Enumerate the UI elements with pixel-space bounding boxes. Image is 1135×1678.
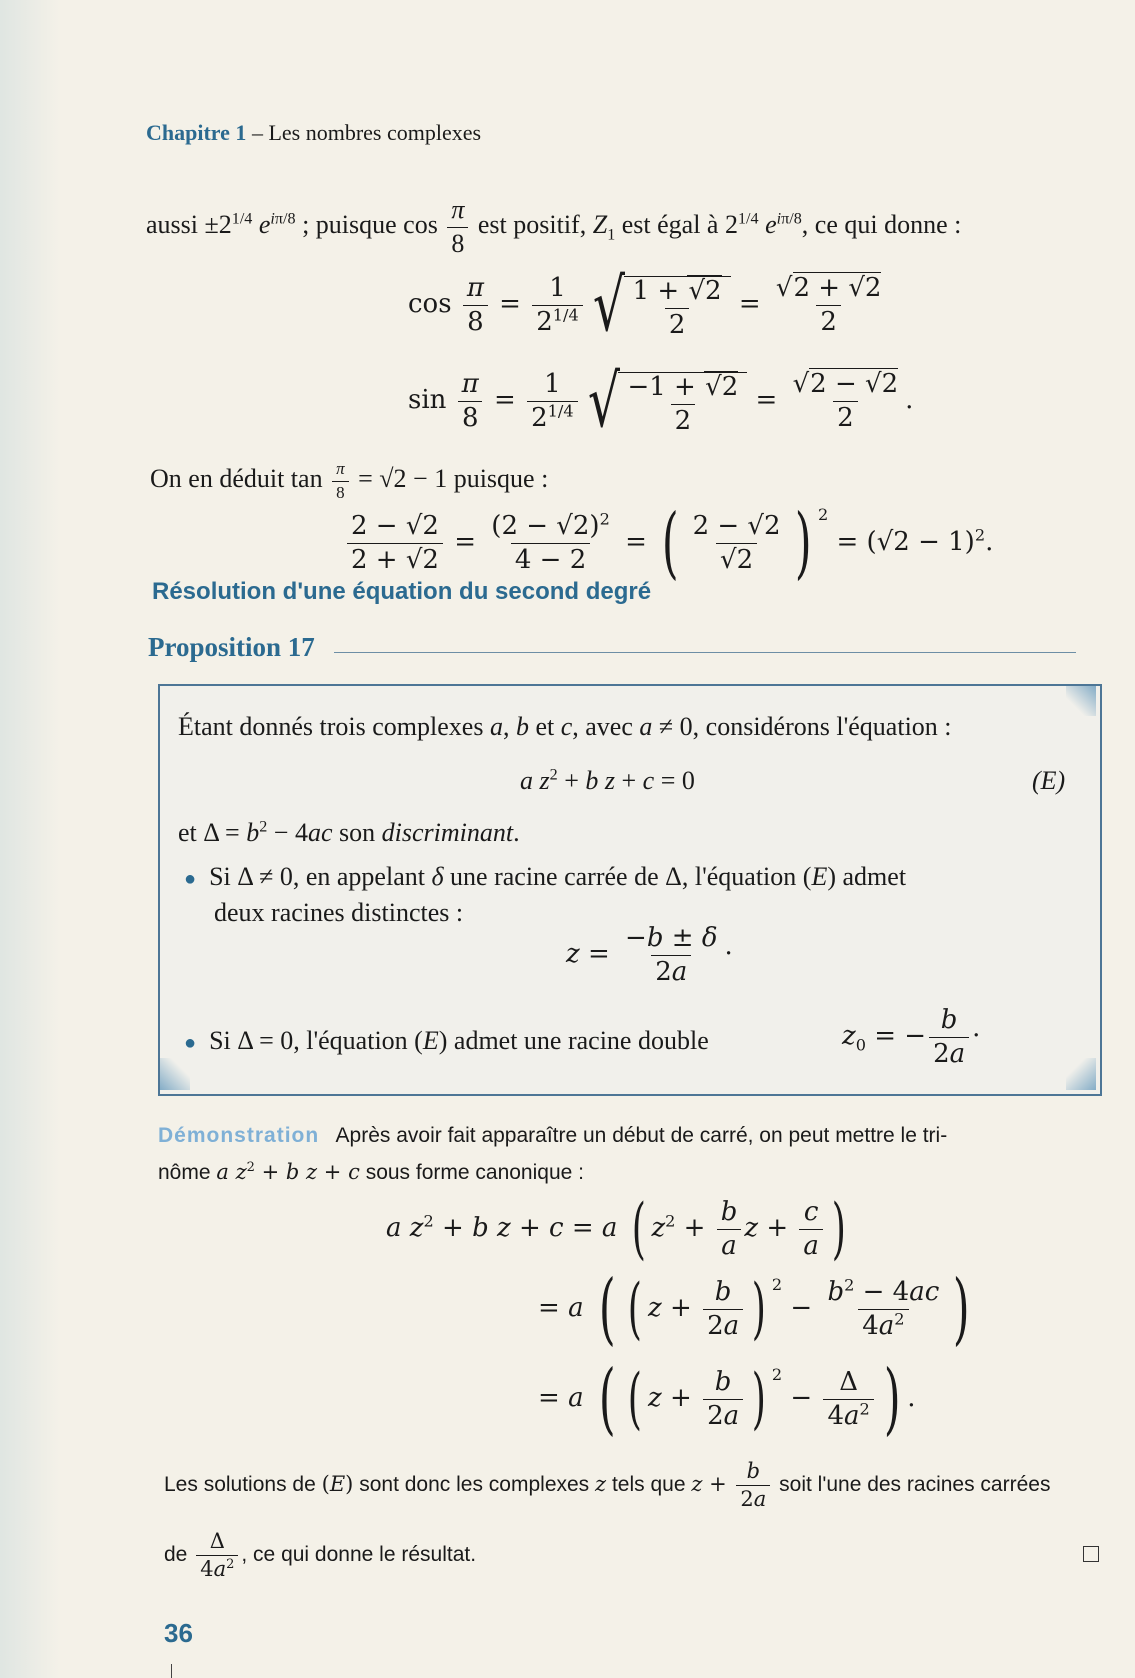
prop-text: , l'équation bbox=[293, 1026, 408, 1055]
demo-text: Les solutions de bbox=[164, 1473, 316, 1497]
prop-text: admet bbox=[842, 862, 907, 891]
page-number: 36 bbox=[164, 1618, 193, 1648]
page-edge-shade bbox=[0, 0, 60, 1678]
bullet-1: ● Si Δ ≠ 0, en appelant δ une racine carrée de Δ, l'équation (E) admet bbox=[184, 862, 907, 891]
demo-text: de bbox=[164, 1543, 188, 1567]
quadratic-equation: a $z^2 + b$ z + c = 0 bbox=[520, 766, 695, 795]
qed-box-icon bbox=[1083, 1546, 1099, 1567]
corner-ornament bbox=[1066, 1058, 1096, 1090]
prop-text: une racine carrée de bbox=[450, 862, 659, 891]
demonstration-label: Démonstration bbox=[158, 1124, 320, 1147]
intro-line: aussi $\pm 2^{1/4}$ $e^{i\pi/8}$ ; puisque cos $\frac{\pi}{8}$ est positif, $Z_1$ est égal à $2^{1/4}$ $e^{i\pi/8}$, ce qui donne : bbox=[146, 195, 962, 258]
chapter-title: – Les nombres complexes bbox=[251, 120, 482, 145]
section-title: Résolution d'une équation du second degré bbox=[152, 578, 652, 605]
prop-text: son bbox=[339, 818, 376, 847]
demo-text: Après avoir fait apparaître un début de carré, on peut mettre le tri- bbox=[335, 1124, 948, 1147]
prop-text: Si bbox=[209, 862, 231, 891]
roots-formula: z = $\frac{-b \pm \delta}{2a}$ · bbox=[566, 923, 733, 987]
proposition-rule bbox=[334, 652, 1076, 653]
prop-text: , l'équation bbox=[681, 862, 797, 891]
bullet-icon: ● bbox=[184, 1032, 197, 1054]
prop-text: , considérons l'équation : bbox=[692, 712, 952, 741]
bullet-1-line2: deux racines distinctes : bbox=[214, 898, 464, 927]
demo-text: nôme bbox=[158, 1161, 211, 1184]
running-head bbox=[146, 120, 481, 146]
prop-text: Étant donnés trois complexes bbox=[178, 712, 484, 741]
equation-label: (E) bbox=[1032, 766, 1066, 795]
demo-text: tels que bbox=[611, 1473, 686, 1497]
demo-line2: nôme a $z^2 + b$ z + c sous forme canonique : bbox=[158, 1160, 584, 1184]
deduction-line: On en déduit tan $\frac{\pi}{8}$ = √2 − 1 puisque : bbox=[150, 459, 549, 502]
conclusion-line1: Les solutions de (E) sont donc les complexes z tels que z + $\frac{b}{2a}$ soit l'une des racines carrées bbox=[164, 1459, 1051, 1512]
chapter-label: Chapitre 1 bbox=[146, 120, 247, 145]
demo-text: sont donc les complexes bbox=[359, 1473, 590, 1497]
intro-text-1: aussi ±2 bbox=[146, 210, 232, 240]
intro-text-4: est égal à 2 bbox=[621, 210, 738, 240]
edge-mark bbox=[171, 1664, 172, 1678]
prop-text: Si bbox=[209, 1026, 231, 1055]
tan-derivation: $\frac{2 - √2}{2 + √2}$ = $\frac{(2 - √2)^2}{4 - 2}$ = ( $\frac{2 - √2}{√2}$ ) $^2 = (√2 - 1)^2$. bbox=[344, 508, 993, 578]
proposition-title: Proposition 17 bbox=[148, 632, 315, 662]
prop-text: discriminant bbox=[381, 818, 514, 847]
prop-text: , en appelant bbox=[292, 862, 425, 891]
bullet-icon: ● bbox=[184, 868, 197, 890]
prop-text: et bbox=[178, 818, 197, 847]
cos-formula: cos $\frac{\pi}{8}$ = $\frac{1}{2^{1/4}}$ √ $\frac{1 + √2}{2}$ = $\frac{√2 + √2}{2}$ bbox=[408, 263, 882, 347]
intro-text-3: est positif, bbox=[477, 210, 587, 240]
demo-line1 bbox=[158, 1124, 947, 1148]
canonical-step2: = a ( ( z + $\frac{b}{2a}$ ) $^2$ − $\frac{b^2 - 4ac}{4a^2}$ ) bbox=[538, 1264, 970, 1354]
corner-ornament bbox=[160, 1058, 190, 1090]
demo-text: , ce qui donne le résultat. bbox=[241, 1543, 477, 1567]
canonical-step1: a $z^2 + b$ z + c = a ( $z^2$ + $\frac{b}{a}$ z + $\frac{c}{a}$ ) bbox=[386, 1190, 846, 1268]
sin-formula: sin $\frac{\pi}{8}$ = $\frac{1}{2^{1/4}}$ √ $\frac{-1 + √2}{2}$ = $\frac{√2 - √2}{2}$ . bbox=[408, 359, 914, 443]
intro-text-2: ; puisque cos bbox=[302, 210, 438, 240]
demo-text: soit l'une des racines carrées bbox=[779, 1473, 1051, 1497]
proposition-line1: Étant donnés trois complexes a, b et c, avec a ≠ 0, considérons l'équation : bbox=[178, 712, 952, 741]
prop-text: , avec bbox=[572, 712, 633, 741]
demo-text: sous forme canonique : bbox=[365, 1161, 584, 1184]
canonical-step3: = a ( ( z + $\frac{b}{2a}$ ) $^2$ − $\frac{\Delta}{4a^2}$ ) . bbox=[538, 1354, 916, 1444]
intro-text-5: , ce qui donne : bbox=[801, 210, 962, 240]
conclusion-line2: de $\frac{\Delta}{4a^2}$ , ce qui donne le résultat. bbox=[164, 1529, 477, 1582]
deduction-mid: = √2 − 1 puisque : bbox=[358, 464, 549, 494]
prop-text: et bbox=[535, 712, 555, 741]
prop-text: admet une racine double bbox=[453, 1026, 709, 1055]
bullet-2: ● Si Δ = 0, l'équation (E) admet une racine double bbox=[184, 1026, 709, 1055]
corner-ornament bbox=[1066, 686, 1096, 716]
deduction-prefix: On en déduit tan bbox=[150, 464, 323, 494]
discriminant-line: et $\Delta = b^2 - 4ac$ son discriminant. bbox=[178, 818, 520, 847]
double-root-formula: $z_0$ = − $\frac{b}{2a}$ · bbox=[842, 1005, 981, 1069]
